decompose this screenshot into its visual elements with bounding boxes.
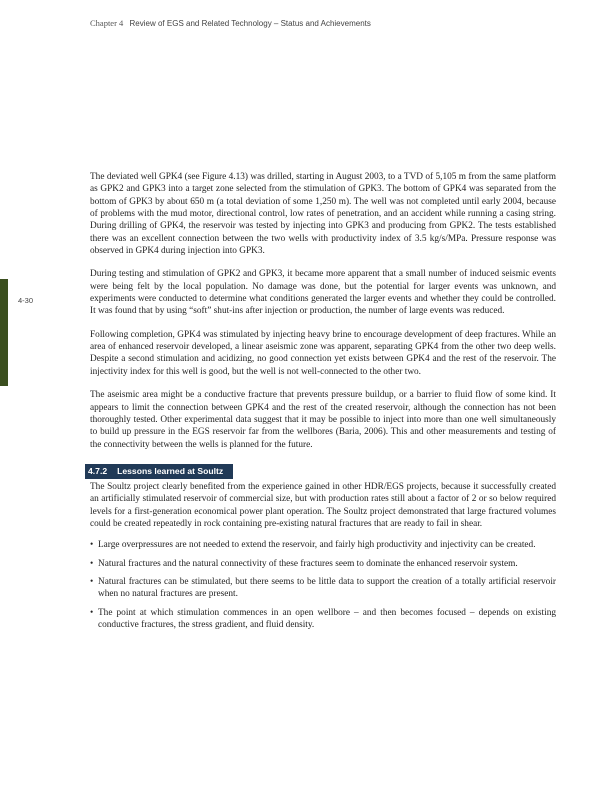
- page-number: 4-30: [18, 296, 34, 305]
- section-intro: The Soultz project clearly benefited from the experience gained in other HDR/EGS projects, because it successfully created an artificially stimulated reservoir of commercial size, but with production rates still about a factor of 2 or so below required levels for a first-generation economical power plant operation. The Soultz project demonstrated that large fractured volumes could be created repeatedly in rock containing pre-existing natural fractures that are ready to fail in shear.: [90, 481, 556, 529]
- paragraph-aseismic-area: The aseismic area might be a conductive fracture that prevents pressure buildup, or a barrier to fluid flow of some kind. It appears to limit the connection between GPK4 and the rest of the created reservoir, although the connection has not been thoroughly tested. Other experimental data suggest that it may be possible to inject into more than one well simultaneously to build up pressure in the EGS reservoir far from the wellbores (Baria, 2006). This and other measurements and testing of the connectivity between the wells is planned for the future.: [90, 390, 556, 450]
- chapter-label: Chapter 4: [90, 18, 124, 28]
- paragraph-gpk4-drilling: The deviated well GPK4 (see Figure 4.13) was drilled, starting in August 2003, to a TVD of 5,105 m from the same platform as GPK2 and GPK3 into a target zone selected from the stimulation of GPK3. The bottom of GPK4 was separated from the bottom of GPK3 by about 650 m (a total deviation of some 1,250 m). The well was not completed until early 2004, because of problems with the mud motor, directional control, low rates of penetration, and an accident while running a casing string. During drilling of GPK4, the reservoir was tested by injecting into GPK3 and producing from GPK2. The tests established there was an excellent connection between the two wells with productivity index of 3.5 kg/s/MPa. Pressure response was observed in GPK4 during injection into GPK3.: [90, 172, 556, 257]
- list-item: • Natural fractures and the natural connectivity of these fractures seem to dominate the enhanced reservoir system.: [90, 558, 556, 570]
- chapter-title: Review of EGS and Related Technology – Status and Achievements: [129, 19, 371, 28]
- list-item: • The point at which stimulation commences in an open wellbore – and then becomes focused – depends on existing conductive fractures, the stress gradient, and fluid density.: [90, 607, 556, 632]
- section-number: 4.7.2: [88, 465, 108, 476]
- running-header: [90, 18, 371, 28]
- section-title: Lessons learned at Soultz: [117, 465, 224, 476]
- list-item: • Natural fractures can be stimulated, but there seems to be little data to support the creation of a totally artificial reservoir when no natural fractures are present.: [90, 576, 556, 601]
- lessons-list: [90, 539, 556, 631]
- section-heading: [85, 464, 233, 479]
- paragraph-gpk4-stimulation: Following completion, GPK4 was stimulated by injecting heavy brine to encourage development of deep fractures. While an area of enhanced reservoir developed, a linear aseismic zone was apparent, separating GPK4 from the other two deep wells. Despite a second stimulation and acidizing, no good connection yet exists between GPK4 and the rest of the reservoir. The injectivity index for this well is good, but the well is not well-connected to the other two.: [90, 329, 556, 377]
- page-body: [90, 171, 556, 637]
- paragraph-induced-seismicity: During testing and stimulation of GPK2 and GPK3, it became more apparent that a small number of induced seismic events were being felt by the local population. No damage was done, but the potential for larger events was unknown, and experiments were conducted to determine what conditions generated the larger events and whether they could be controlled. It was found that by using “soft” shut-ins after injection or production, the number of large events was reduced.: [90, 269, 556, 317]
- chapter-side-tab: [0, 279, 8, 386]
- list-item: • Large overpressures are not needed to extend the reservoir, and fairly high productivity and injectivity can be created.: [90, 539, 556, 551]
